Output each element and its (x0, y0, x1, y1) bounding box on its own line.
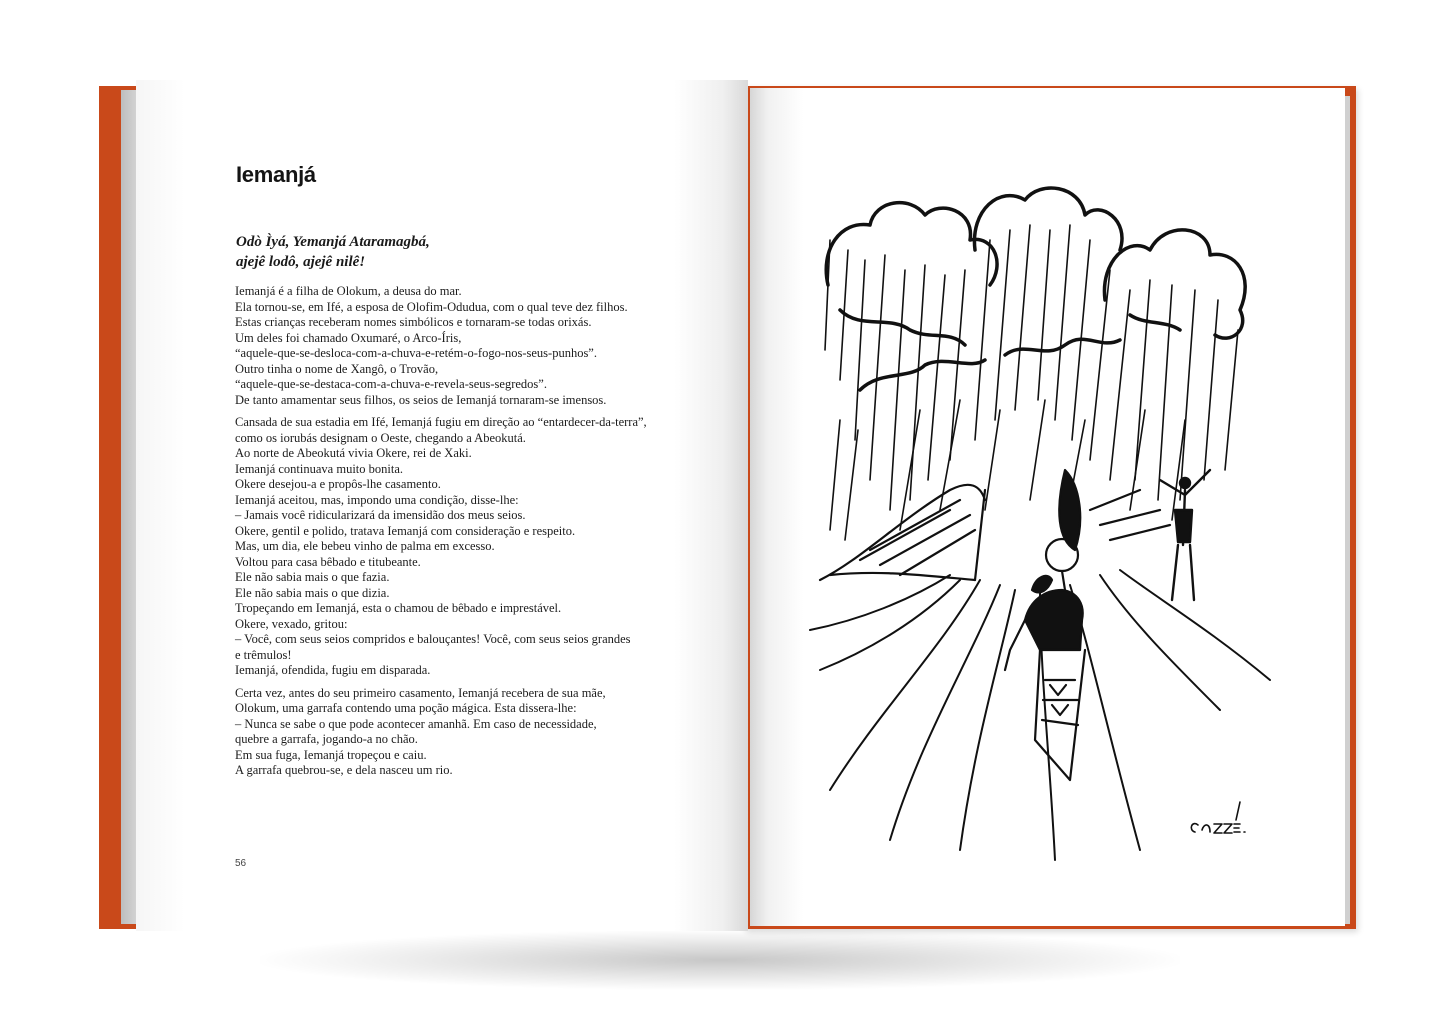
body-line: Tropeçando em Iemanjá, esta o chamou de bêbado e imprestável. (235, 601, 562, 615)
body-line: “aquele-que-se-desloca-com-a-chuva-e-retém-o-fogo-nos-seus-punhos”. (235, 346, 597, 360)
body-line: De tanto amamentar seus filhos, os seios de Iemanjá tornaram-se imensos. (235, 392, 607, 407)
body-line: Okere desejou-a e propôs-lhe casamento. (235, 477, 441, 491)
body-line: Iemanjá é a filha de Olokum, a deusa do mar. (235, 284, 462, 298)
page-title: Iemanjá (236, 162, 316, 187)
body-line: – Nunca se sabe o que pode acontecer amanhã. Em caso de necessidade, (235, 716, 597, 731)
body-line: como os iorubás designam o Oeste, chegando a Abeokutá. (235, 430, 526, 445)
body-line: quebre a garrafa, jogando-a no chão. (235, 732, 418, 746)
book-shadow (260, 930, 1180, 990)
body-line: Cansada de sua estadia em Ifé, Iemanjá fugiu em direção ao “entardecer-da-terra”, (235, 415, 647, 429)
page-number: 56 (235, 858, 247, 869)
body-line: – Jamais você ridicularizará da imensidão dos meus seios. (235, 508, 526, 522)
cloud-drawing (826, 188, 1245, 390)
body-line: Okere, vexado, gritou: (235, 616, 348, 631)
body-text (235, 284, 665, 786)
body-line: Ele não sabia mais o que dizia. (235, 585, 390, 600)
body-line: Mas, um dia, ele bebeu vinho de palma em excesso. (235, 539, 495, 553)
body-line: Estas crianças receberam nomes simbólicos e tornaram-se todas orixás. (235, 315, 592, 329)
body-paragraph (235, 415, 665, 679)
body-line: Certa vez, antes do seu primeiro casamento, Iemanjá recebera de sua mãe, (235, 685, 606, 700)
body-line: Um deles foi chamado Oxumaré, o Arco-Íris, (235, 330, 462, 345)
body-line: Okere, gentil e polido, tratava Iemanjá com consideração e respeito. (235, 523, 576, 538)
body-line: – Você, com seus seios compridos e balouçantes! Você, com seus seios grandes (235, 632, 631, 646)
body-paragraph (235, 686, 665, 779)
body-line: Olokum, uma garrafa contendo uma poção mágica. Esta dissera-lhe: (235, 701, 577, 715)
body-line: Ao norte de Abeokutá vivia Okere, rei de Xaki. (235, 446, 472, 460)
body-line: Iemanjá, ofendida, fugiu em disparada. (235, 663, 431, 677)
standing-figure (1160, 470, 1210, 600)
body-line: Ela tornou-se, em Ifé, a esposa de Olofim-Odudua, com o qual teve dez filhos. (235, 299, 628, 314)
body-line: “aquele-que-se-destaca-com-a-chuva-e-revela-seus-segredos”. (235, 377, 547, 391)
body-line: Outro tinha o nome de Xangô, o Trovão, (235, 361, 439, 376)
body-line: A garrafa quebrou-se, e dela nasceu um rio. (235, 763, 453, 777)
illustration (800, 180, 1280, 870)
epigraph-line: Odò Ìyá, Yemanjá Ataramagbá, (236, 234, 430, 250)
epigraph-line: ajejê lodô, ajejê nilê! (236, 254, 366, 270)
epigraph (236, 232, 430, 272)
body-line: Iemanjá aceitou, mas, impondo uma condição, disse-lhe: (235, 492, 519, 507)
body-line: Voltou para casa bêbado e titubeante. (235, 554, 421, 569)
body-line: e trêmulos! (235, 647, 292, 662)
body-line: Ele não sabia mais o que fazia. (235, 570, 390, 584)
signature-drawing (1191, 802, 1245, 833)
waterfall-drawing (820, 470, 1170, 580)
page-stack-edge-right (1345, 96, 1350, 924)
iemanja-figure (1005, 539, 1085, 780)
rain-lines (825, 225, 1238, 540)
body-line: Em sua fuga, Iemanjá tropeçou e caiu. (235, 747, 427, 762)
body-paragraph (235, 284, 665, 408)
body-line: Iemanjá continuava muito bonita. (235, 461, 404, 476)
